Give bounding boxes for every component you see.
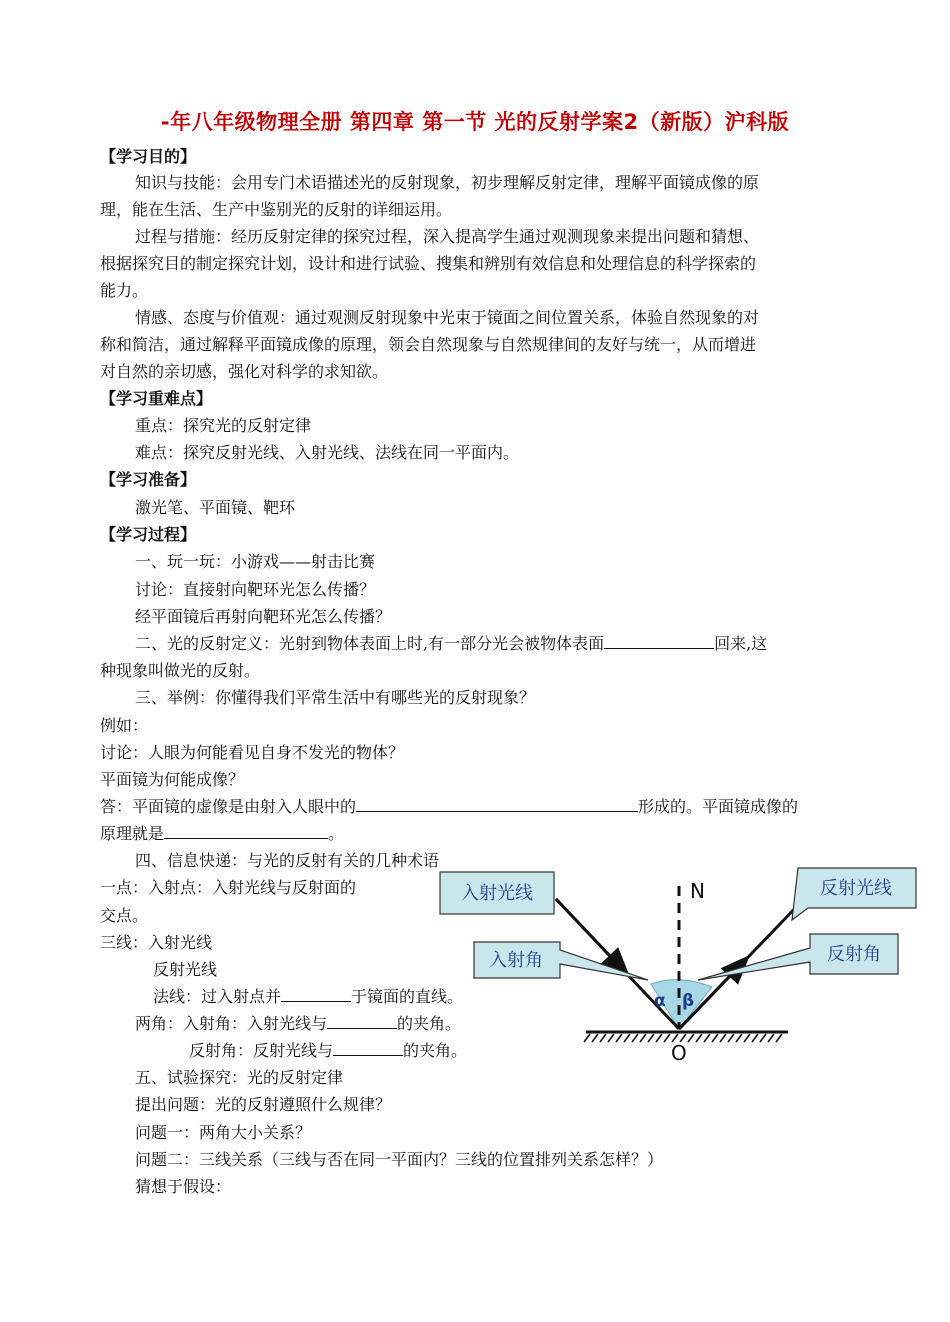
incident-angle-label	[474, 942, 648, 980]
reflection-angle-text-end: 的夹角。	[403, 1041, 468, 1060]
paragraph-line: 理，能在生活、生产中鉴别光的反射的详细运用。	[100, 200, 453, 219]
reflection-angle-text: 反射角：反射光线与	[189, 1041, 334, 1060]
principle-text-end: 。	[328, 824, 345, 843]
fill-blank[interactable]	[333, 1041, 403, 1056]
paragraph-line: 能力。	[100, 281, 149, 300]
paragraph-line: 三线：入射光线	[100, 933, 213, 952]
difficult-point: 难点：探究反射光线、入射光线、法线在同一平面内。	[135, 443, 520, 462]
section-heading-key-points: 【学习重难点】	[100, 389, 213, 408]
paragraph-line: 根据探究目的制定探究计划，设计和进行试验、搜集和辨别有效信息和处理信息的科学探索的	[100, 254, 757, 273]
paragraph-line: 经平面镜后再射向靶环光怎么传播？	[135, 607, 392, 626]
svg-text:反射角: 反射角	[827, 944, 881, 965]
paragraph-line: 三、举例：你懂得我们平常生活中有哪些光的反射现象？	[135, 688, 536, 707]
section-heading-process: 【学习过程】	[100, 525, 197, 544]
paragraph-line: 知识与技能：会用专门术语描述光的反射现象，初步理解反射定律，理解平面镜成像的原	[135, 173, 760, 192]
paragraph-line: 提出问题：光的反射遵照什么规律？	[135, 1095, 392, 1114]
fill-blank[interactable]	[327, 1014, 397, 1029]
beta-label: β	[682, 991, 695, 1011]
paragraph-line: 过程与措施：经历反射定律的探究过程，深入提高学生通过观测现象来提出问题和猜想、	[135, 227, 760, 246]
key-point: 重点：探究光的反射定律	[135, 416, 312, 435]
paragraph-line: 例如：	[100, 716, 149, 735]
paragraph-line: 对自然的亲切感，强化对科学的求知欲。	[100, 362, 389, 381]
paragraph-line	[135, 1014, 461, 1034]
section-heading-goals: 【学习目的】	[100, 147, 197, 166]
paragraph-line: 讨论：人眼为何能看见自身不发光的物体？	[100, 743, 405, 762]
paragraph-line: 五、试验探究：光的反射定律	[135, 1068, 344, 1087]
paragraph-line: 情感、态度与价值观：通过观测反射现象中光束于镜面之间位置关系，体验自然现象的对	[135, 308, 760, 327]
paragraph-line: 一点：入射点：入射光线与反射面的	[100, 878, 357, 897]
principle-text: 原理就是	[100, 824, 165, 843]
answer-text: 答：平面镜的虚像是由射入人眼中的	[100, 797, 357, 816]
paragraph-line: 平面镜为何能成像？	[100, 770, 245, 789]
fill-blank[interactable]	[281, 987, 351, 1002]
paragraph-line: 问题一：两角大小关系？	[135, 1123, 312, 1142]
reflected-ray-label	[792, 868, 916, 920]
materials-list: 激光笔、平面镜、靶环	[135, 498, 296, 517]
alpha-label: α	[654, 991, 666, 1011]
paragraph-line	[189, 1041, 467, 1061]
incident-ray-label	[440, 872, 554, 914]
incident-angle-text-end: 的夹角。	[397, 1014, 462, 1033]
paragraph-line: 问题二：三线关系（三线与否在同一平面内？三线的位置排列关系怎样？）	[135, 1150, 664, 1169]
normal-label: N	[690, 879, 705, 903]
incident-angle-text: 两角：入射角：入射光线与	[135, 1014, 328, 1033]
paragraph-line: 一、玩一玩：小游戏——射击比赛	[135, 552, 376, 571]
paragraph-line	[153, 987, 463, 1007]
paragraph-line	[100, 797, 798, 817]
paragraph-line: 猜想于假设：	[135, 1177, 232, 1196]
definition-text: 二、光的反射定义：光射到物体表面上时,有一部分光会被物体表面	[135, 634, 605, 653]
fill-blank[interactable]	[604, 634, 714, 649]
incidence-point-label: O	[671, 1041, 687, 1065]
fill-blank[interactable]	[164, 824, 328, 839]
svg-text:反射光线: 反射光线	[820, 878, 892, 899]
reflection-angle-label	[698, 934, 898, 980]
paragraph-line: 种现象叫做光的反射。	[100, 661, 261, 680]
definition-text-end: 回来,这	[714, 634, 768, 653]
paragraph-line	[135, 634, 767, 654]
svg-text:入射光线: 入射光线	[461, 883, 533, 904]
normal-text-end: 于镜面的直线。	[351, 987, 464, 1006]
fill-blank[interactable]	[356, 797, 638, 812]
paragraph-line: 交点。	[100, 906, 149, 925]
section-heading-preparation: 【学习准备】	[100, 470, 197, 489]
paragraph-line: 讨论：直接射向靶环光怎么传播？	[135, 580, 376, 599]
paragraph-line: 反射光线	[153, 960, 218, 979]
svg-text:入射角: 入射角	[489, 950, 543, 971]
reflection-diagram	[436, 862, 926, 1072]
answer-text-end: 形成的。平面镜成像的	[638, 797, 799, 816]
paragraph-line	[100, 824, 344, 844]
page-title: -年八年级物理全册 第四章 第一节 光的反射学案2（新版）沪科版	[160, 110, 790, 134]
paragraph-line: 四、信息快递：与光的反射有关的几种术语	[135, 851, 440, 870]
paragraph-line: 称和简洁，通过解释平面镜成像的原理，领会自然现象与自然规律间的友好与统一，从而增进	[100, 335, 757, 354]
normal-text: 法线：过入射点并	[153, 987, 282, 1006]
